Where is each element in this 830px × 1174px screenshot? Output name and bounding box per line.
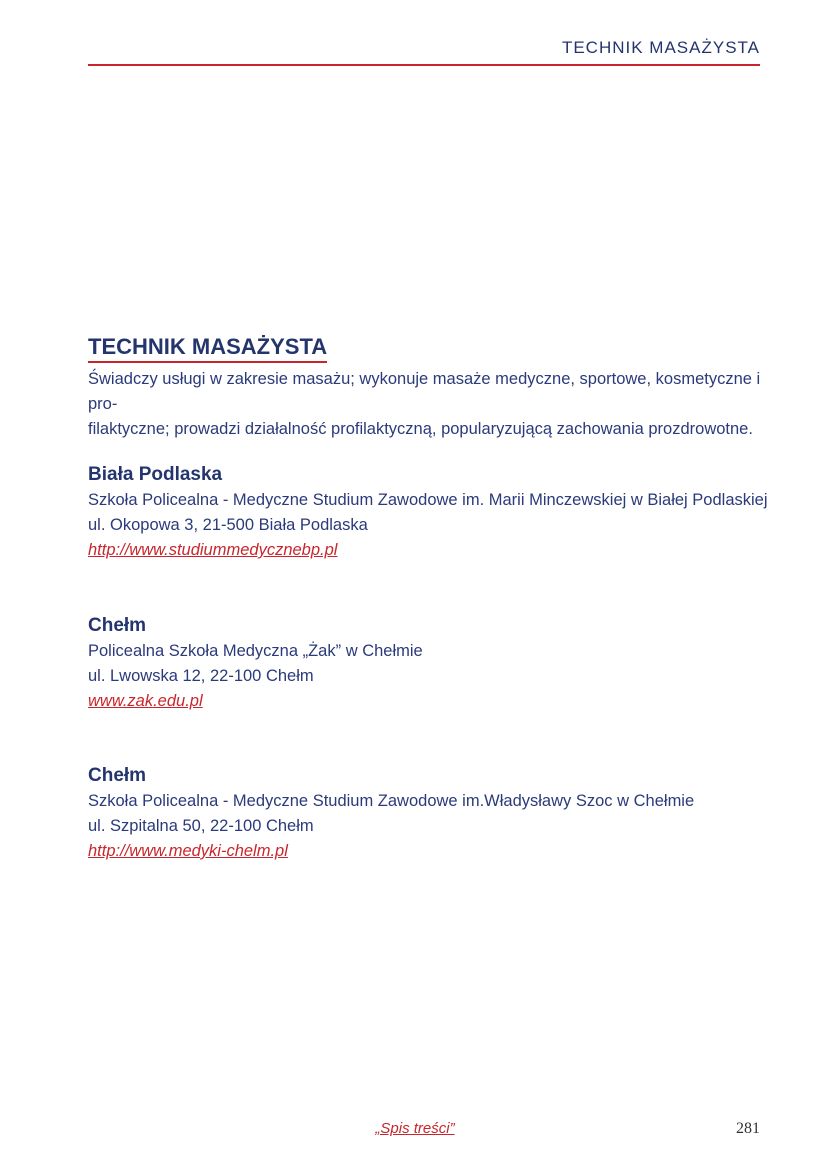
entry-city: Biała Podlaska	[88, 464, 223, 485]
entry-url-link[interactable]: http://www.medyki-chelm.pl	[88, 842, 288, 860]
entry-city: Chełm	[88, 765, 147, 786]
page-header	[88, 38, 760, 58]
entry-url-link[interactable]: www.zak.edu.pl	[88, 692, 203, 710]
section-title: TECHNIK MASAŻYSTA	[88, 334, 327, 363]
school-entry	[88, 462, 768, 563]
profession-section	[88, 334, 768, 442]
entry-school: Policealna Szkoła Medyczna „Żak” w Chełmie	[88, 642, 423, 660]
entry-address: ul. Okopowa 3, 21-500 Biała Podlaska	[88, 516, 368, 534]
description-line-2: filaktyczne; prowadzi działalność profilaktyczną, popularyzującą zachowania prozdrowotne.	[88, 420, 753, 438]
table-of-contents-link[interactable]: „Spis treści”	[375, 1120, 455, 1137]
entry-school: Szkoła Policealna - Medyczne Studium Zawodowe im. Marii Minczewskiej w Białej Podlaskiej	[88, 491, 768, 509]
entry-address: ul. Szpitalna 50, 22-100 Chełm	[88, 817, 314, 835]
entry-school: Szkoła Policealna - Medyczne Studium Zawodowe im.Władysławy Szoc w Chełmie	[88, 792, 695, 810]
school-entry	[88, 763, 768, 864]
school-entry	[88, 613, 768, 714]
entry-address: ul. Lwowska 12, 22-100 Chełm	[88, 667, 314, 685]
header-title: TECHNIK MASAŻYSTA	[561, 38, 760, 57]
header-divider	[88, 64, 760, 66]
entry-city: Chełm	[88, 615, 147, 636]
description-line-1: Świadczy usługi w zakresie masażu; wykonuje masaże medyczne, sportowe, kosmetyczne i pro-	[88, 370, 761, 413]
page-number: 281	[736, 1120, 760, 1137]
entry-url-link[interactable]: http://www.studiummedycznebp.pl	[88, 541, 338, 559]
section-description	[88, 367, 768, 442]
